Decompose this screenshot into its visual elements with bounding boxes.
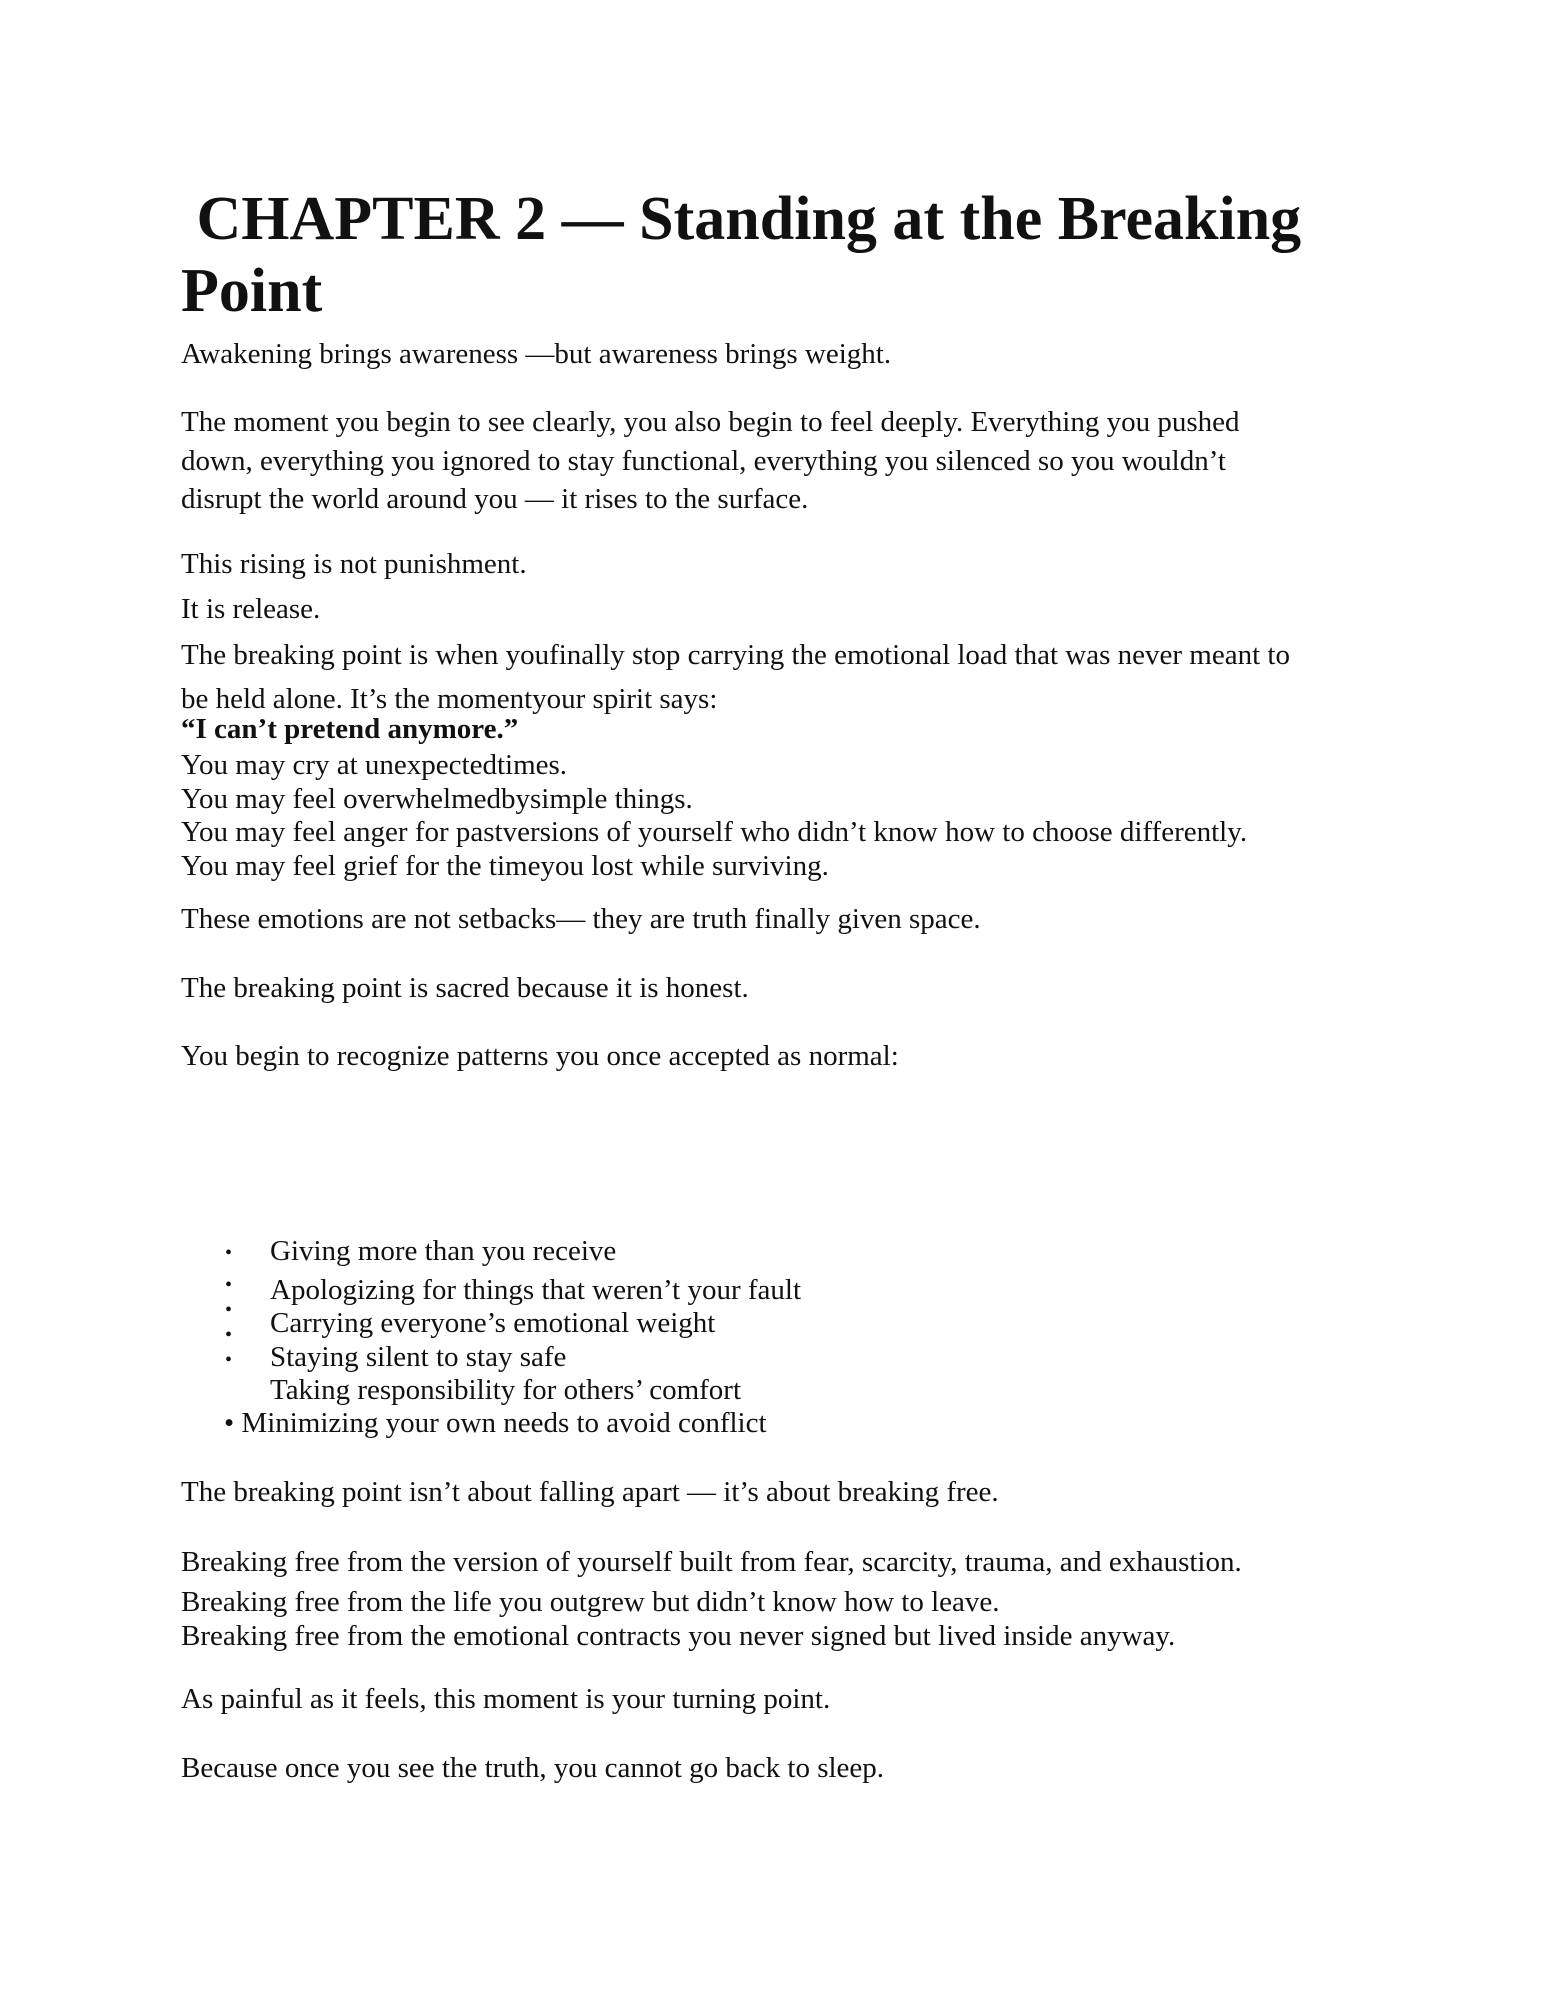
paragraph-free-line-3: Breaking free from the emotional contracts you never signed but lived inside anyway. [181,1620,1176,1652]
paragraph-moment-line-2: down, everything you ignored to stay functional, everything you silenced so you wouldn’t [181,445,1226,477]
paragraph-release: It is release. [181,593,321,625]
paragraph-moment-line-3: disrupt the world around you — it rises to the surface. [181,483,809,515]
paragraph-awareness: Awakening brings awareness —but awareness brings weight. [181,338,892,370]
paragraph-moment-line-1: The moment you begin to see clearly, you also begin to feel deeply. Everything you pushed [181,406,1240,438]
bullet-marker: • [225,1242,233,1264]
chapter-title [181,183,1301,327]
bullet-marker: • [225,1349,233,1371]
list-item: • Minimizing your own needs to avoid conflict [224,1407,767,1439]
paragraph-free-line-1: Breaking free from the version of yourself built from fear, scarcity, trauma, and exhaustion. [181,1546,1242,1578]
chapter-title-line-2: Point [181,257,323,325]
paragraph-free-line-2: Breaking free from the life you outgrew but didn’t know how to leave. [181,1586,1000,1618]
quote-pretend: “I can’t pretend anymore.” [181,713,519,745]
paragraph-breaking-line-1: The breaking point is when youfinally stop carrying the emotional load that was never meant to [181,639,1290,671]
bullet-marker: • [225,1274,233,1296]
list-item: Carrying everyone’s emotional weight [270,1307,716,1339]
paragraph-emotions: These emotions are not setbacks— they are truth finally given space. [181,903,981,935]
paragraph-sleep: Because once you see the truth, you cannot go back to sleep. [181,1752,885,1784]
paragraph-sacred: The breaking point is sacred because it is honest. [181,972,749,1004]
paragraph-may-line-1: You may cry at unexpectedtimes. [181,749,568,781]
list-item: Apologizing for things that weren’t your fault [270,1274,802,1306]
paragraph-breaking-free: The breaking point isn’t about falling apart — it’s about breaking free. [181,1476,999,1508]
paragraph-rising: This rising is not punishment. [181,548,527,580]
paragraph-patterns: You begin to recognize patterns you once accepted as normal: [181,1040,899,1072]
list-item: Staying silent to stay safe [270,1341,567,1373]
paragraph-may-line-4: You may feel grief for the timeyou lost while surviving. [181,850,829,882]
paragraph-turning-point: As painful as it feels, this moment is your turning point. [181,1683,831,1715]
paragraph-breaking-line-2: be held alone. It’s the momentyour spirit says: [181,683,718,715]
list-item: Giving more than you receive [270,1235,617,1267]
chapter-title-line-1: CHAPTER 2 — Standing at the Breaking [181,185,1302,253]
bullet-marker: • [225,1299,233,1321]
bullet-marker: • [225,1324,233,1346]
list-item: Taking responsibility for others’ comfort [270,1374,741,1406]
paragraph-may-line-2: You may feel overwhelmedbysimple things. [181,783,693,815]
paragraph-may-line-3: You may feel anger for pastversions of yourself who didn’t know how to choose differently. [181,816,1248,848]
